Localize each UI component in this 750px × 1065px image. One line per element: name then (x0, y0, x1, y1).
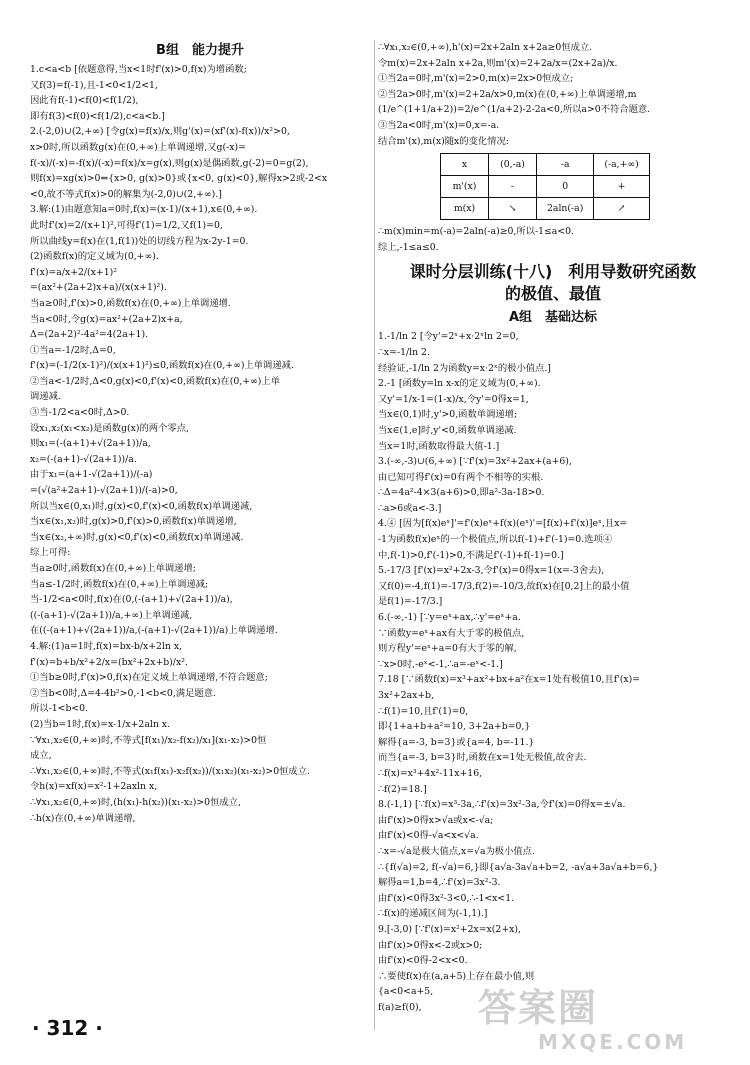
solution-line: 在((-(a+1)+√(2a+1))/a,(-(a+1)-√(2a+1))/a)上单调递增. (30, 625, 278, 637)
solution-line: ∴要使f(x)在(a,a+5)上存在最小值,则 (378, 970, 535, 982)
solution-line: 令m(x)=2x+2aln x+2a,则m'(x)=2+2a/x=(2x+2a)/x. (378, 57, 618, 69)
solution-line: 即{1+a+b+a²=10, 3+2a+b=0,} (378, 721, 531, 733)
table-cell: (-a,+∞) (594, 154, 649, 176)
solution-line: =(√(a²+2a+1)-√(2a+1))/(-a)>0, (30, 485, 178, 497)
solution-line: ∴x=-√a是极大值点,x=√a为极小值点. (378, 845, 535, 857)
solution-line: ∴f(1)=10,且f'(1)=0, (378, 705, 469, 717)
solution-line: ∴f(x)的递减区间为(-1,1).] (378, 908, 488, 920)
left-solution-lines (30, 62, 370, 826)
solution-line: 当x∈(0,1)时,y'>0,函数单调递增; (378, 409, 518, 421)
right-solution-lines-after-table (378, 224, 728, 255)
solution-line: ∴f(x)=x³+4x²-11x+16, (378, 767, 483, 779)
solution-line: 则f(x)=xg(x)>0⇔{x>0, g(x)>0}或{x<0, g(x)<0},解得x>2或-2<x (30, 173, 328, 185)
solution-line: ∴∀x₁,x₂∈(0,+∞)时,不等式(x₁f(x₁)-x₂f(x₂))/(x₁x₂)(x₁-x₂)>0恒成立. (30, 765, 310, 777)
table-cell: -a (537, 154, 594, 176)
table-row (441, 198, 650, 220)
solution-line: ∴x=-1/ln 2. (378, 346, 430, 358)
solution-line: 由于x₁=(a+1-√(2a+1))/(-a) (30, 469, 153, 481)
lesson-title-line-1: 课时分层训练(十八) 利用导数研究函数 (409, 262, 697, 282)
solution-line: 3.解:(1)由题意知a=0时,f(x)=(x-1)/(x+1),x∈(0,+∞). (30, 204, 258, 216)
solution-line: 3.(-∞,-3)∪(6,+∞) [∵f'(x)=3x²+2ax+(a+6), (378, 456, 572, 468)
table-cell: m(x) (441, 198, 489, 220)
table-row (441, 176, 650, 198)
solution-line: 4.④ [因为[f(x)eˣ]'=f'(x)eˣ+f(x)(eˣ)'=[f(x)+f'(x)]eˣ,且x= (378, 518, 628, 530)
solution-line: ∴a>6或a<-3.] (378, 502, 442, 514)
solution-line: 4.解:(1)a=1时,f(x)=bx-b/x+2ln x, (30, 640, 183, 652)
group-a-heading: A组 基础达标 (508, 310, 598, 326)
solution-line: 而当{a=-3, b=3}时,函数在x=1处无极值,故舍去. (378, 752, 587, 764)
solution-line: {a<0<a+5, (378, 986, 434, 998)
table-cell: - (489, 176, 537, 198)
solution-line: ∴m(x)min=m(-a)=2aln(-a)≥0,所以-1≤a<0. (378, 226, 574, 238)
solution-line: ①当a=-1/2时,Δ=0, (30, 344, 116, 356)
column-divider (374, 40, 375, 1030)
solution-line: 9.[-3,0) [∵f'(x)=x²+2x=x(2+x), (378, 923, 521, 935)
solution-line: Δ=(2a+2)²-4a²=4(2a+1). (30, 329, 149, 341)
left-column (30, 40, 370, 1030)
solution-line: x₂=(-(a+1)-√(2a+1))/a. (30, 453, 137, 465)
solution-line: 所以当x∈(0,x₁)时,g(x)<0,f'(x)<0,函数f(x)单调递减, (30, 500, 253, 512)
solution-line: -1为函数f(x)eˣ的一个极值点,所以f(-1)+f'(-1)=0.选项④ (378, 534, 613, 546)
solution-line: ②当a<-1/2时,Δ<0,g(x)<0,f'(x)<0,函数f(x)在(0,+∞)上单 (30, 375, 280, 387)
solution-line: ∵x>0时,-eˣ<-1,∴a=-eˣ<-1.] (378, 658, 503, 670)
solution-line: 中,f(-1)>0,f'(-1)>0,不满足f'(-1)+f(-1)=0.] (378, 549, 564, 561)
variation-table (440, 153, 650, 220)
solution-line: ③当-1/2<a<0时,Δ>0. (30, 407, 130, 419)
solution-line: 综上,-1≤a≤0. (378, 241, 439, 253)
solution-line: 结合m'(x),m(x)随x的变化情况: (378, 135, 509, 147)
solution-line: 当x=1时,函数取得最大值-1.] (378, 440, 500, 452)
solution-line: (2)函数f(x)的定义域为(0,+∞). (30, 251, 159, 263)
page-number: · 312 · (32, 1016, 103, 1040)
table-cell: + (594, 176, 649, 198)
solution-line: 当-1/2<a<0时,f(x)在(0,(-(a+1)+√(2a+1))/a), (30, 594, 233, 606)
solution-line: 当a≥0时,函数f(x)在(0,+∞)上单调递增; (30, 563, 196, 574)
solution-line: =(ax²+(2a+2)x+a)/(x(x+1)²). (30, 282, 167, 294)
solution-line: 又f(3)=f(-1),且-1<0<1/2<1, (30, 79, 158, 91)
solution-line: 当x∈(x₁,x₂)时,g(x)>0,f'(x)>0,函数f(x)单调递增, (30, 516, 237, 528)
table-cell: ↗ (594, 198, 649, 220)
solution-line: ∵函数y=eˣ+ax有大于零的极值点, (378, 627, 525, 639)
solution-line: ∴f(2)=18.] (378, 783, 427, 795)
solution-line: ((-(a+1)-√(2a+1))/a,+∞)上单调递减, (30, 609, 193, 621)
solution-line: ∵∀x₁,x₂∈(0,+∞)时,不等式[f(x₁)/x₂-f(x₂)/x₁](x₁-x₂)>0恒 (30, 734, 267, 746)
solution-line: x>0时,所以函数g(x)在(0,+∞)上单调递增,又g(-x)= (30, 141, 246, 153)
watermark-site: MXQE.COM (538, 1030, 688, 1054)
table-cell: 0 (537, 176, 594, 198)
solution-line: 又f(0)=-4,f(1)=-17/3,f(2)=-10/3,故f(x)在[0,2]上的最小值 (378, 580, 630, 592)
solution-line: 即有f(3)<f(0)<f(1/2),c<a<b.] (30, 110, 165, 122)
solution-line: f(-x)/(-x)=-f(x)/(-x)=f(x)/x=g(x),则g(x)是偶函数,g(-2)=0=g(2), (30, 157, 309, 169)
right-solution-lines-bottom (378, 329, 728, 1015)
solution-line: f'(x)=a/x+2/(x+1)² (30, 266, 117, 278)
solution-line: 由f'(x)>0得x>√a或x<-√a; (378, 814, 494, 826)
solution-line: 5.-17/3 [f'(x)=x²+2x-3,令f'(x)=0得x=1(x=-3舍去), (378, 565, 605, 577)
group-b-heading: B组 能力提升 (156, 43, 244, 58)
lesson-title-line-2: 的极值、最值 (504, 284, 601, 304)
solution-line: 调递减. (30, 391, 61, 403)
solution-line: ∴∀x₁,x₂∈(0,+∞)时,(h(x₁)-h(x₂))(x₁-x₂)>0恒成立, (30, 796, 241, 808)
solution-line: ①当b≥0时,f'(x)>0,f(x)在定义域上单调递增,不符合题意; (30, 672, 268, 684)
solution-line: 8.(-1,1) [∵f(x)=x³-3a,∴f'(x)=3x²-3a,令f'(x)=0得x=±√a. (378, 799, 626, 811)
table-cell: 2aln(-a) (537, 198, 594, 220)
solution-line: ∴{f(√a)=2, f(-√a)=6,}即{a√a-3a√a+b=2, -a√a+3a√a+b=6,} (378, 861, 659, 873)
solution-line: 又y'=1/x-1=(1-x)/x,令y'=0得x=1, (378, 393, 529, 405)
right-solution-lines-top (378, 40, 728, 149)
solution-line: 3x²+2ax+b, (378, 690, 435, 701)
solution-line: 由f'(x)>0得x<-2或x>0; (378, 939, 483, 951)
solution-line: 所以-1<b<0. (30, 703, 89, 715)
solution-line: ∴h(x)在(0,+∞)单调递增, (30, 812, 136, 824)
solution-line: 成立, (30, 750, 52, 762)
table-cell: x (441, 154, 489, 176)
table-cell: ↘ (489, 198, 537, 220)
watermark-logo (478, 986, 728, 1058)
solution-line: 当a≤-1/2时,函数f(x)在(0,+∞)上单调递减; (30, 578, 209, 590)
solution-line: (2)当b=1时,f(x)=x-1/x+2aln x. (30, 718, 170, 730)
solution-line: 设x₁,x₂(x₁<x₂)是函数g(x)的两个零点, (30, 422, 189, 434)
table-cell: m'(x) (441, 176, 489, 198)
solution-line: 则方程y'=eˣ+a=0有大于零的解, (378, 643, 517, 655)
solution-line: f(a)≥f(0), (378, 1001, 422, 1013)
solution-line: ②当2a>0时,m'(x)=2+2a/x>0,m(x)在(0,+∞)上单调递增,m (378, 88, 637, 100)
solution-line: ①当2a=0时,m'(x)=2>0,m(x)=2x>0恒成立; (378, 73, 574, 85)
solution-line: ②当b<0时,Δ=4-4b²>0,-1<b<0,满足题意. (30, 687, 216, 699)
solution-line: 2.-1 [函数y=ln x-x的定义域为(0,+∞). (378, 378, 541, 390)
solution-line: f'(x)=(-1/2(x-1)²)/(x(x+1)²)≤0,函数f(x)在(0,+∞)上单调递减. (30, 360, 294, 372)
solution-line: 解得{a=-3, b=3}或{a=4, b=-11.} (378, 736, 535, 748)
solution-line: 2.(-2,0)∪(2,+∞) [令g(x)=f(x)/x,则g'(x)=(xf'(x)-f(x))/x²>0, (30, 126, 290, 138)
solution-line: 令h(x)=xf(x)=x²-1+2axln x, (30, 781, 158, 793)
solution-line: 由已知可得f'(x)=0有两个不相等的实根. (378, 471, 544, 483)
solution-line: f'(x)=b+b/x²+2/x=(bx²+2x+b)/x². (30, 656, 188, 668)
solution-line: 当a≥0时,f'(x)>0,函数f(x)在(0,+∞)上单调递增. (30, 297, 231, 309)
solution-line: <0,故不等式f(x)>0的解集为(-2,0)∪(2,+∞).] (30, 188, 222, 200)
solution-line: 由f'(x)<0得-2<x<0. (378, 955, 468, 967)
watermark-glyphs: 答案圈 (478, 986, 599, 1030)
solution-line: 经验证,-1/ln 2为函数y=x·2ˣ的极小值点.] (378, 362, 551, 374)
solution-line: 综上可得: (30, 547, 71, 559)
solution-line: 此时f'(x)=2/(x+1)²,可得f'(1)=1/2,又f(1)=0, (30, 219, 223, 231)
solution-line: 则x₁=(-(a+1)+√(2a+1))/a, (30, 438, 151, 450)
solution-line: 因此有f(-1)<f(0)<f(1/2), (30, 95, 139, 107)
solution-line: 1.-1/ln 2 [令y'=2ˣ+x·2ˣln 2=0, (378, 331, 519, 343)
solution-line: 是f(1)=-17/3.] (378, 596, 443, 608)
table-cell: (0,-a) (489, 154, 537, 176)
solution-line: 所以曲线y=f(x)在(1,f(1))处的切线方程为x-2y-1=0. (30, 235, 249, 247)
solution-line: 由f'(x)<0得-√a<x<√a. (378, 830, 479, 842)
right-column (378, 40, 728, 1030)
solution-line: 由f'(x)<0得3x²-3<0,∴-1<x<1. (378, 892, 515, 904)
solution-line: ③当2a<0时,m'(x)=0,x=-a. (378, 119, 500, 131)
solution-line: 6.(-∞,-1) [∵y=eˣ+ax,∴y'=eˣ+a. (378, 612, 521, 624)
solution-line: 当x∈(1,e]时,y'<0,函数单调递减. (378, 424, 517, 436)
table-row (441, 154, 650, 176)
solution-line: (1/e^(1+1/a+2))=2/e^(1/a+2)-2-2a<0,所以a>0不符合题意. (378, 104, 651, 116)
solution-line: ∴∀x₁,x₂∈(0,+∞),h'(x)=2x+2aln x+2a≥0恒成立. (378, 42, 593, 53)
solution-line: 当a<0时,令g(x)=ax²+(2a+2)x+a, (30, 313, 183, 325)
solution-line: ∴Δ=4a²-4×3(a+6)>0,即a²-3a-18>0. (378, 487, 545, 499)
solution-line: 1.c<a<b [依题意得,当x<1时f'(x)>0,f(x)为增函数; (30, 64, 247, 75)
solution-line: 当x∈(x₂,+∞)时,g(x)<0,f'(x)<0,函数f(x)单调递减. (30, 531, 244, 543)
solution-line: 解得a=1,b=4,∴f'(x)=3x²-3. (378, 877, 501, 889)
solution-line: 7.18 [∵函数f(x)=x³+ax²+bx+a²在x=1处有极值10,且f'(x)= (378, 674, 641, 686)
